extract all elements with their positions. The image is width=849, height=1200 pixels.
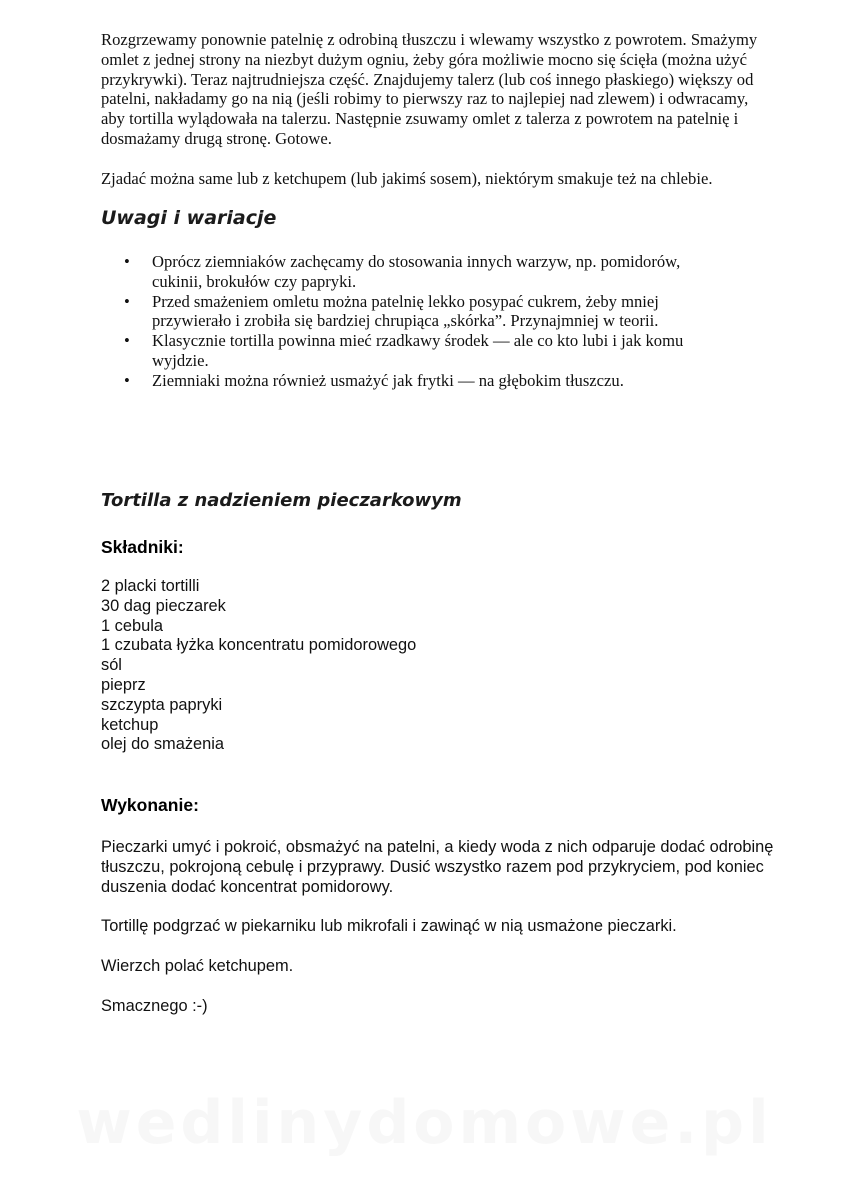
list-item: • Oprócz ziemniaków zachęcamy do stosowania innych warzyw, np. pomidorów, cukinii, brokułów czy papryki. <box>101 252 701 292</box>
notes-heading: Uwagi i wariacje <box>101 207 277 229</box>
method-paragraph: Wierzch polać ketchupem. <box>101 957 294 975</box>
ingredient-item: sól <box>101 656 122 675</box>
ingredient-item: pieprz <box>101 675 146 694</box>
method-paragraph: Pieczarki umyć i pokroić, obsmażyć na patelni, a kiedy woda z nich odparuje dodać odrobinę tłuszczu, pokrojoną cebulę i przyprawy. Dusić wszystko razem pod przykryciem, pod koniec duszenia dodać koncentrat pomidorowy. <box>101 838 774 896</box>
ingredient-item: 1 czubata łyżka koncentratu pomidorowego <box>101 636 417 655</box>
ingredient-item: olej do smażenia <box>101 735 225 754</box>
serving-paragraph: Zjadać można same lub z ketchupem (lub jakimś sosem), niektórym smakuje też na chlebie. <box>101 169 713 188</box>
ingredient-item: 2 placki tortilli <box>101 577 200 595</box>
list-item: • Ziemniaki można również usmażyć jak frytki — na głębokim tłuszczu. <box>101 371 701 391</box>
ingredient-item: 30 dag pieczarek <box>101 596 226 615</box>
ingredient-item: 1 cebula <box>101 616 163 635</box>
method-paragraph: Tortillę podgrzać w piekarniku lub mikrofali i zawinąć w nią usmażone pieczarki. <box>101 917 677 935</box>
ingredient-item: szczypta papryki <box>101 695 223 714</box>
list-item: • Przed smażeniem omletu można patelnię lekko posypać cukrem, żeby mniej przywierało i zrobiła się bardziej chrupiąca „skórka”. Przynajmniej w teorii. <box>101 292 701 332</box>
method-paragraph: Smacznego :-) <box>101 997 208 1015</box>
ingredients-heading: Składniki: <box>101 537 184 557</box>
notes-list <box>101 252 701 391</box>
ingredient-item: ketchup <box>101 715 159 734</box>
intro-paragraph: Rozgrzewamy ponownie patelnię z odrobiną tłuszczu i wlewamy wszystko z powrotem. Smażymy omlet z jednej strony na niezbyt dużym ogniu, żeby góra możliwie mocno się ścięła (można użyć przykrywki). Teraz najtrudniejsza część. Znajdujemy talerz (lub coś innego płaskiego) większy od patelni, nakładamy go na nią (jeśli robimy to pierwszy raz to najlepiej nad zlewem) i odwracamy, aby tortilla wylądowała na talerzu. Następnie zsuwamy omlet z talerza z powrotem na patelnię i dosmażamy drugą stronę. Gotowe. <box>101 30 758 148</box>
ingredients-list <box>101 577 416 755</box>
list-item: • Klasycznie tortilla powinna mieć rzadkawy środek — ale co kto lubi i jak komu wyjdzie. <box>101 331 701 371</box>
watermark: wedlinydomowe.pl <box>76 1088 773 1158</box>
recipe-title: Tortilla z nadzieniem pieczarkowym <box>101 490 462 511</box>
method-heading: Wykonanie: <box>101 795 199 815</box>
